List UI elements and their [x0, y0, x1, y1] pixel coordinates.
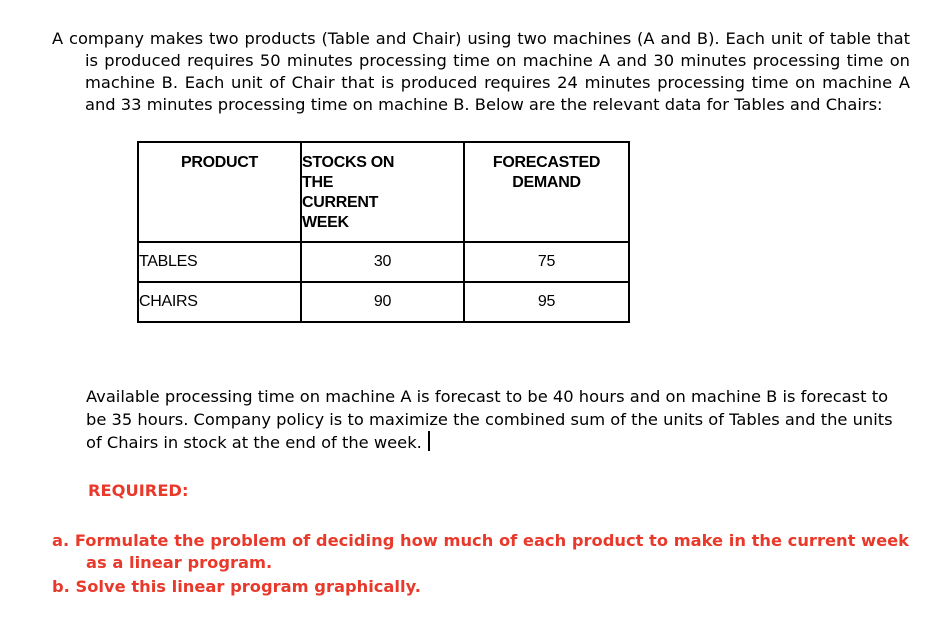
- header-stocks-current-week: [301, 142, 464, 242]
- table-row: [138, 242, 629, 282]
- text-cursor: [428, 431, 430, 451]
- header-forecasted-demand: [464, 142, 629, 242]
- table-header-row: [138, 142, 629, 242]
- product-data-table: [137, 141, 630, 323]
- cell-demand: 75: [464, 242, 629, 282]
- cell-demand: 95: [464, 282, 629, 322]
- cell-stocks: 90: [301, 282, 464, 322]
- header-demand-line: FORECASTED: [492, 154, 601, 171]
- table-row: [138, 282, 629, 322]
- availability-paragraph[interactable]: [86, 385, 896, 454]
- header-stocks-line: WEEK: [302, 214, 349, 231]
- availability-text: Available processing time on machine A is forecast to be 40 hours and on machine B is forecast to be 35 hours. Company policy is to maximize the combined sum of the units of Tables and the units of Chairs in stock at the end of the week.: [86, 387, 893, 452]
- problem-intro-paragraph: A company makes two products (Table and Chair) using two machines (A and B). Each unit of table that is produced requires 50 minutes processing time on machine A and 30 minutes processing time on machine B. Each unit of Chair that is produced requires 24 minutes processing time on machine A and 33 minutes processing time on machine B. Below are the relevant data for Tables and Chairs:: [52, 29, 910, 114]
- cell-product-name: CHAIRS: [138, 282, 301, 322]
- required-heading: REQUIRED:: [88, 481, 189, 500]
- cell-product-name: TABLES: [138, 242, 301, 282]
- header-stocks-line: THE: [302, 174, 334, 191]
- header-stocks-line: CURRENT: [302, 194, 379, 211]
- cell-stocks: 30: [301, 242, 464, 282]
- required-item-a: a. Formulate the problem of deciding how much of each product to make in the current week as a linear program.: [52, 531, 910, 572]
- header-product: PRODUCT: [138, 142, 301, 242]
- header-demand-line: DEMAND: [512, 174, 581, 191]
- required-item-b: b. Solve this linear program graphically.: [52, 577, 421, 596]
- header-stocks-line: STOCKS ON: [302, 154, 395, 171]
